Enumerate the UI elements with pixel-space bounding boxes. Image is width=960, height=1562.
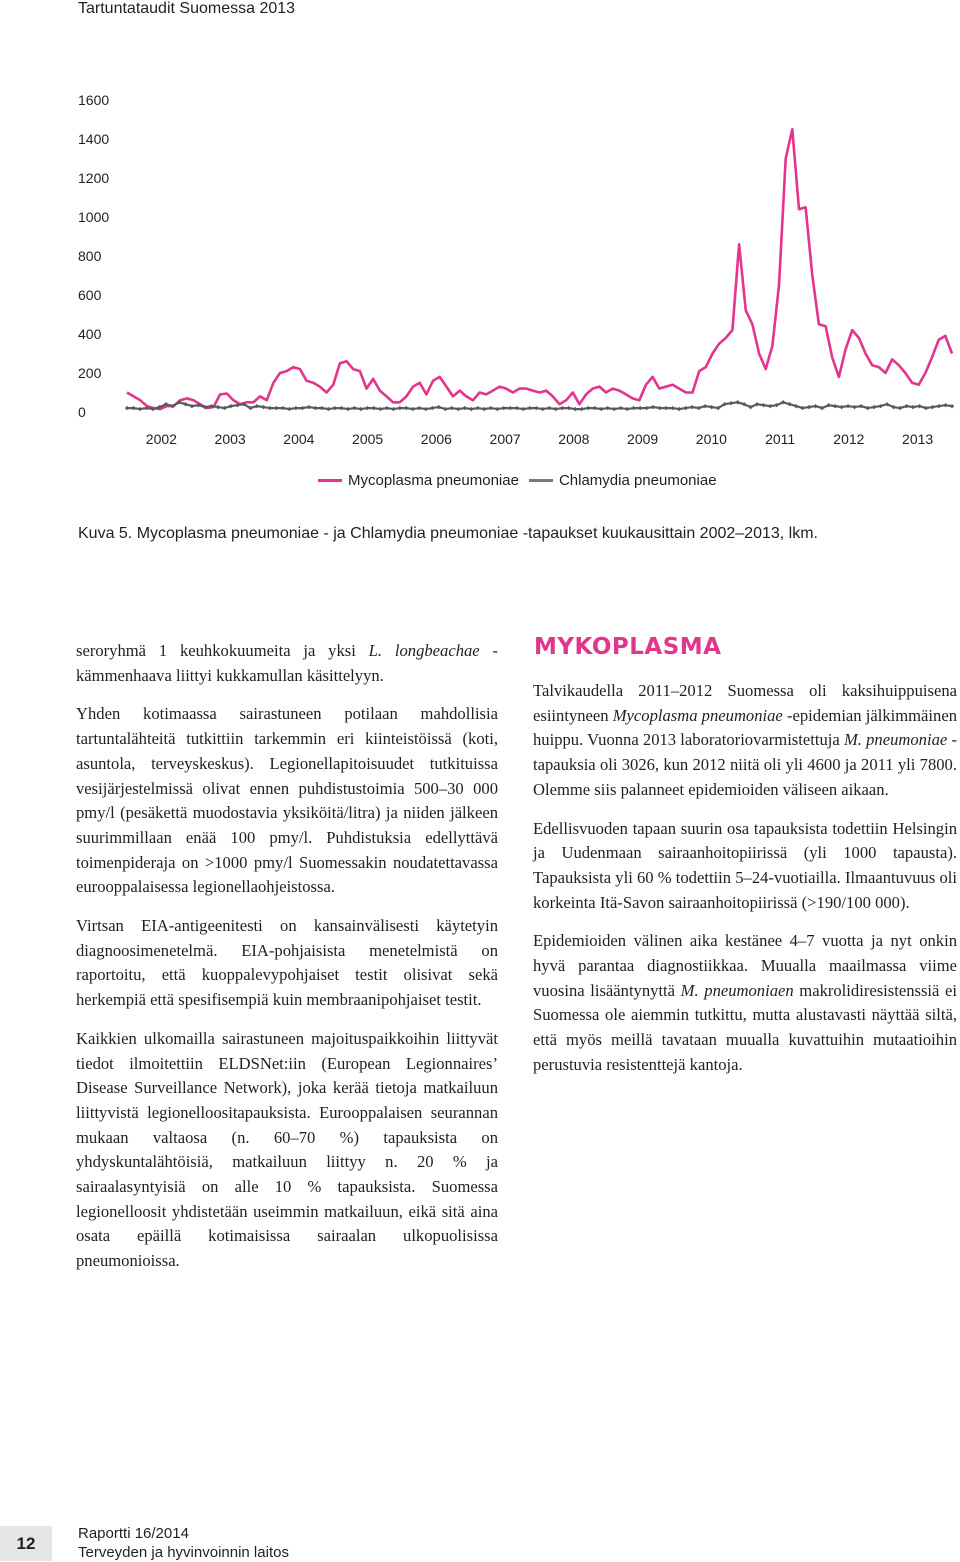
- chlamydia-point: [430, 406, 434, 410]
- footer-text: [78, 1524, 289, 1562]
- right-paragraph-3: [533, 929, 957, 1077]
- chlamydia-point: [528, 406, 532, 410]
- chlamydia-point: [541, 407, 545, 411]
- footer-publisher: Terveyden ja hyvinvoinnin laitos: [78, 1544, 289, 1561]
- x-tick-label: 2003: [214, 431, 246, 447]
- chlamydia-point: [644, 406, 648, 410]
- chlamydia-point: [300, 406, 304, 410]
- chlamydia-point: [398, 406, 402, 410]
- chlamydia-point: [352, 406, 356, 410]
- chlamydia-point: [833, 404, 837, 408]
- left-paragraph-3: Virtsan EIA-antigeenitesti on kansainvälisesti käytetyin diagnoosimenetelmä. EIA-pohjaisista menetelmistä on raportoitu, että kuoppalevypohjaiset testit olisivat sekä herkempiä että spesifisempiä kuin membraanipohjaiset testit.: [76, 916, 498, 1010]
- chlamydia-point: [911, 405, 915, 409]
- chlamydia-point: [807, 405, 811, 409]
- series-line-mycoplasma: [127, 129, 952, 409]
- right-paragraph-2: Edellisvuoden tapaan suurin osa tapauksista todettiin Helsingin ja Uudenmaan sairaanhoitopiirissä (yli 1000 tapausta). Tapauksista yli 60 % todettiin 5–24-vuotiailla. Ilmaantuvuus oli korkeinta Itä-Savon sairaanhoitopiirissä (>190/100 000).: [533, 818, 957, 912]
- left-p1-italic: L. longbeachae: [368, 641, 480, 660]
- chlamydia-point: [683, 406, 687, 410]
- right-p1-text-c: -tapauksia oli 3026, kun 2012 niitä oli yli 4600 ja 2011 yli 7800. Olemme siis palanneet epidemioiden väliseen aikaan.: [533, 730, 957, 799]
- chlamydia-point: [294, 406, 298, 410]
- chlamydia-point: [547, 406, 551, 410]
- y-tick-label: 400: [78, 326, 102, 342]
- chlamydia-point: [761, 403, 765, 407]
- right-p1-italic-2: M. pneumoniae: [843, 730, 948, 750]
- chlamydia-point: [411, 407, 415, 411]
- chlamydia-point: [216, 405, 220, 409]
- chlamydia-point: [937, 404, 941, 408]
- chlamydia-point: [502, 406, 506, 410]
- chlamydia-point: [872, 405, 876, 409]
- chlamydia-point: [612, 407, 616, 411]
- chlamydia-point: [489, 406, 493, 410]
- y-tick-label: 1200: [78, 170, 110, 186]
- chlamydia-point: [846, 404, 850, 408]
- legend-swatch-chlamydia: [529, 479, 553, 482]
- chlamydia-point: [463, 406, 467, 410]
- chlamydia-point: [378, 407, 382, 411]
- chlamydia-point: [476, 406, 480, 410]
- chlamydia-point: [365, 406, 369, 410]
- legend-label-chlamydia: Chlamydia pneumoniae: [558, 472, 717, 489]
- right-p1-italic-1: Mycoplasma pneumoniae: [612, 705, 783, 725]
- x-tick-label: 2011: [765, 431, 796, 447]
- chlamydia-point: [729, 401, 733, 405]
- chlamydia-point: [320, 406, 324, 410]
- right-p1-text-a: Talvikaudella 2011–2012 Suomessa oli kaksihuippuisena esiintyneen: [533, 681, 957, 725]
- chlamydia-point: [664, 406, 668, 410]
- chlamydia-point: [372, 406, 376, 410]
- x-tick-label: 2008: [558, 431, 590, 447]
- chlamydia-point: [586, 406, 590, 410]
- legend-label-mycoplasma: Mycoplasma pneumoniae: [348, 472, 519, 489]
- chlamydia-point: [852, 405, 856, 409]
- y-tick-label: 1600: [78, 92, 110, 108]
- x-tick-label: 2007: [489, 431, 521, 447]
- chlamydia-point: [138, 407, 142, 411]
- chlamydia-point: [339, 406, 343, 410]
- x-tick-label: 2006: [420, 431, 452, 447]
- chlamydia-point: [573, 407, 577, 411]
- chlamydia-point: [690, 405, 694, 409]
- legend-item-chlamydia: [529, 472, 717, 489]
- right-p3-text-b: makrolidiresistenssiä ei Suomessa ole aiemmin tutkittu, mutta alustavasti näyttää siltä, että myös meillä tavataan muualla kuvattuihin mutaatioihin perustuvia resistenttejä kantoja.: [533, 980, 957, 1074]
- chlamydia-point: [495, 407, 499, 411]
- chlamydia-point: [651, 405, 655, 409]
- left-paragraph-1: [76, 639, 498, 688]
- chlamydia-point: [424, 407, 428, 411]
- y-tick-label: 1000: [78, 209, 110, 225]
- x-tick-label: 2010: [695, 431, 727, 447]
- chlamydia-point: [943, 403, 947, 407]
- chlamydia-point: [657, 406, 661, 410]
- chlamydia-point: [359, 407, 363, 411]
- chlamydia-point: [385, 406, 389, 410]
- legend-swatch-mycoplasma: [318, 479, 342, 482]
- chlamydia-point: [593, 406, 597, 410]
- chlamydia-point: [508, 406, 512, 410]
- left-paragraph-2: Yhden kotimaassa sairastuneen potilaan mahdollisia tartuntalähteitä tutkittiin tarkemmin eri kiinteistöissä (koti, asuntola, terveyskeskus). Legionellapitoisuudet tutkituissa vesijärjestelmissä olivat ennen puhdistustoimia 500–30 000 pmy/l (pesäkettä muodostavia yksiköitä/litra) ja niiden jälkeen suurimmillaan enää 100 pmy/l. Puhdistuksia edellyttävä toimenpideraja on >1000 pmy/l Suomessakin noudatettavassa eurooppalaisessa legionellaohjeistossa.: [76, 704, 498, 897]
- chart-svg: [0, 80, 960, 470]
- right-p1-text-b: -epidemian jälkimmäinen huippu. Vuonna 2013 laboratoriovarmistettuja: [533, 705, 957, 750]
- chlamydia-point: [560, 406, 564, 410]
- left-p1-text-a: seroryhmä 1 keuhkokuumeita ja yksi: [76, 641, 369, 660]
- chlamydia-point: [346, 407, 350, 411]
- chlamydia-point: [333, 406, 337, 410]
- y-tick-label: 200: [78, 365, 102, 381]
- chlamydia-point: [313, 406, 317, 410]
- y-tick-label: 800: [78, 248, 102, 264]
- running-header: Tartuntataudit Suomessa 2013: [78, 0, 296, 17]
- chlamydia-point: [534, 406, 538, 410]
- chlamydia-point: [261, 405, 265, 409]
- chlamydia-point: [839, 405, 843, 409]
- chlamydia-point: [515, 406, 519, 410]
- chlamydia-point: [456, 407, 460, 411]
- x-tick-label: 2005: [352, 431, 384, 447]
- chlamydia-point: [417, 406, 421, 410]
- y-tick-label: 0: [78, 404, 86, 420]
- footer-report: Raportti 16/2014: [78, 1525, 189, 1542]
- chlamydia-point: [469, 407, 473, 411]
- left-paragraph-4: Kaikkien ulkomailla sairastuneen majoituspaikkoihin liittyvät tiedot ilmoitettiin ELDSNet:iin (European Legionnaires’ Disease Surveillance Network), joka kerää tietoja matkailuun liittyvistä legionelloositapauksista. Eurooppalaisen seurannan mukaan valtaosa (n. 60–70 %) tapauksista on yhdyskuntalähtöisiä, matkailuun liittyy n. 20 % ja sairaalasyntyisiä on alle 10 % tapauksista. Suomessa legionelloosit yhdistetään useimmin matkailuun, eikä sitä aina osata epäillä kotimaisissa sairaalan ulkopuolisissa pneumonioissa.: [76, 1028, 498, 1271]
- chlamydia-point: [580, 407, 584, 411]
- chlamydia-point: [281, 406, 285, 410]
- right-column: [533, 679, 957, 1092]
- chlamydia-point: [326, 407, 330, 411]
- x-tick-label: 2002: [145, 431, 177, 447]
- chlamydia-point: [131, 406, 135, 410]
- right-paragraph-1: [533, 679, 957, 803]
- chlamydia-point: [950, 404, 954, 408]
- left-column: [76, 639, 498, 1288]
- chlamydia-point: [482, 407, 486, 411]
- x-tick-label: 2004: [283, 431, 315, 447]
- y-tick-label: 600: [78, 287, 102, 303]
- right-p3-italic: M. pneumoniaen: [680, 980, 794, 1000]
- chlamydia-point: [125, 406, 129, 410]
- chlamydia-point: [268, 406, 272, 410]
- chlamydia-point: [404, 406, 408, 410]
- chlamydia-point: [554, 407, 558, 411]
- chlamydia-point: [670, 406, 674, 410]
- left-p1-text-b: -kämmenhaava liittyi kukkamullan käsittelyyn.: [76, 641, 499, 685]
- section-heading: MYKOPLASMA: [534, 634, 722, 660]
- x-tick-label: 2013: [902, 431, 934, 447]
- chlamydia-point: [567, 406, 571, 410]
- chlamydia-point: [631, 406, 635, 410]
- chlamydia-point: [930, 405, 934, 409]
- chlamydia-point: [768, 404, 772, 408]
- chart-legend: [318, 472, 727, 489]
- chlamydia-point: [307, 405, 311, 409]
- y-tick-label: 1400: [78, 131, 110, 147]
- chlamydia-point: [638, 406, 642, 410]
- chlamydia-point: [450, 406, 454, 410]
- chlamydia-point: [521, 407, 525, 411]
- chlamydia-point: [709, 405, 713, 409]
- right-p3-text-a: Epidemioiden välinen aika kestänee 4–7 vuotta ja nyt onkin hyvä parantaa diagnostiikkaa. Muualla maailmassa viime vuosina lisääntynyttä: [533, 931, 957, 1000]
- chlamydia-point: [606, 406, 610, 410]
- page-number-badge: 12: [0, 1526, 52, 1561]
- chlamydia-point: [619, 406, 623, 410]
- x-tick-label: 2012: [833, 431, 865, 447]
- chlamydia-point: [677, 407, 681, 411]
- legend-item-mycoplasma: [318, 472, 519, 489]
- x-tick-label: 2009: [627, 431, 659, 447]
- chlamydia-point: [287, 407, 291, 411]
- chlamydia-point: [274, 406, 278, 410]
- figure-caption: Kuva 5. Mycoplasma pneumoniae - ja Chlamydia pneumoniae -tapaukset kuukausittain 2002–2013, lkm.: [78, 525, 818, 542]
- chlamydia-point: [599, 407, 603, 411]
- chlamydia-point: [625, 407, 629, 411]
- chlamydia-point: [391, 407, 395, 411]
